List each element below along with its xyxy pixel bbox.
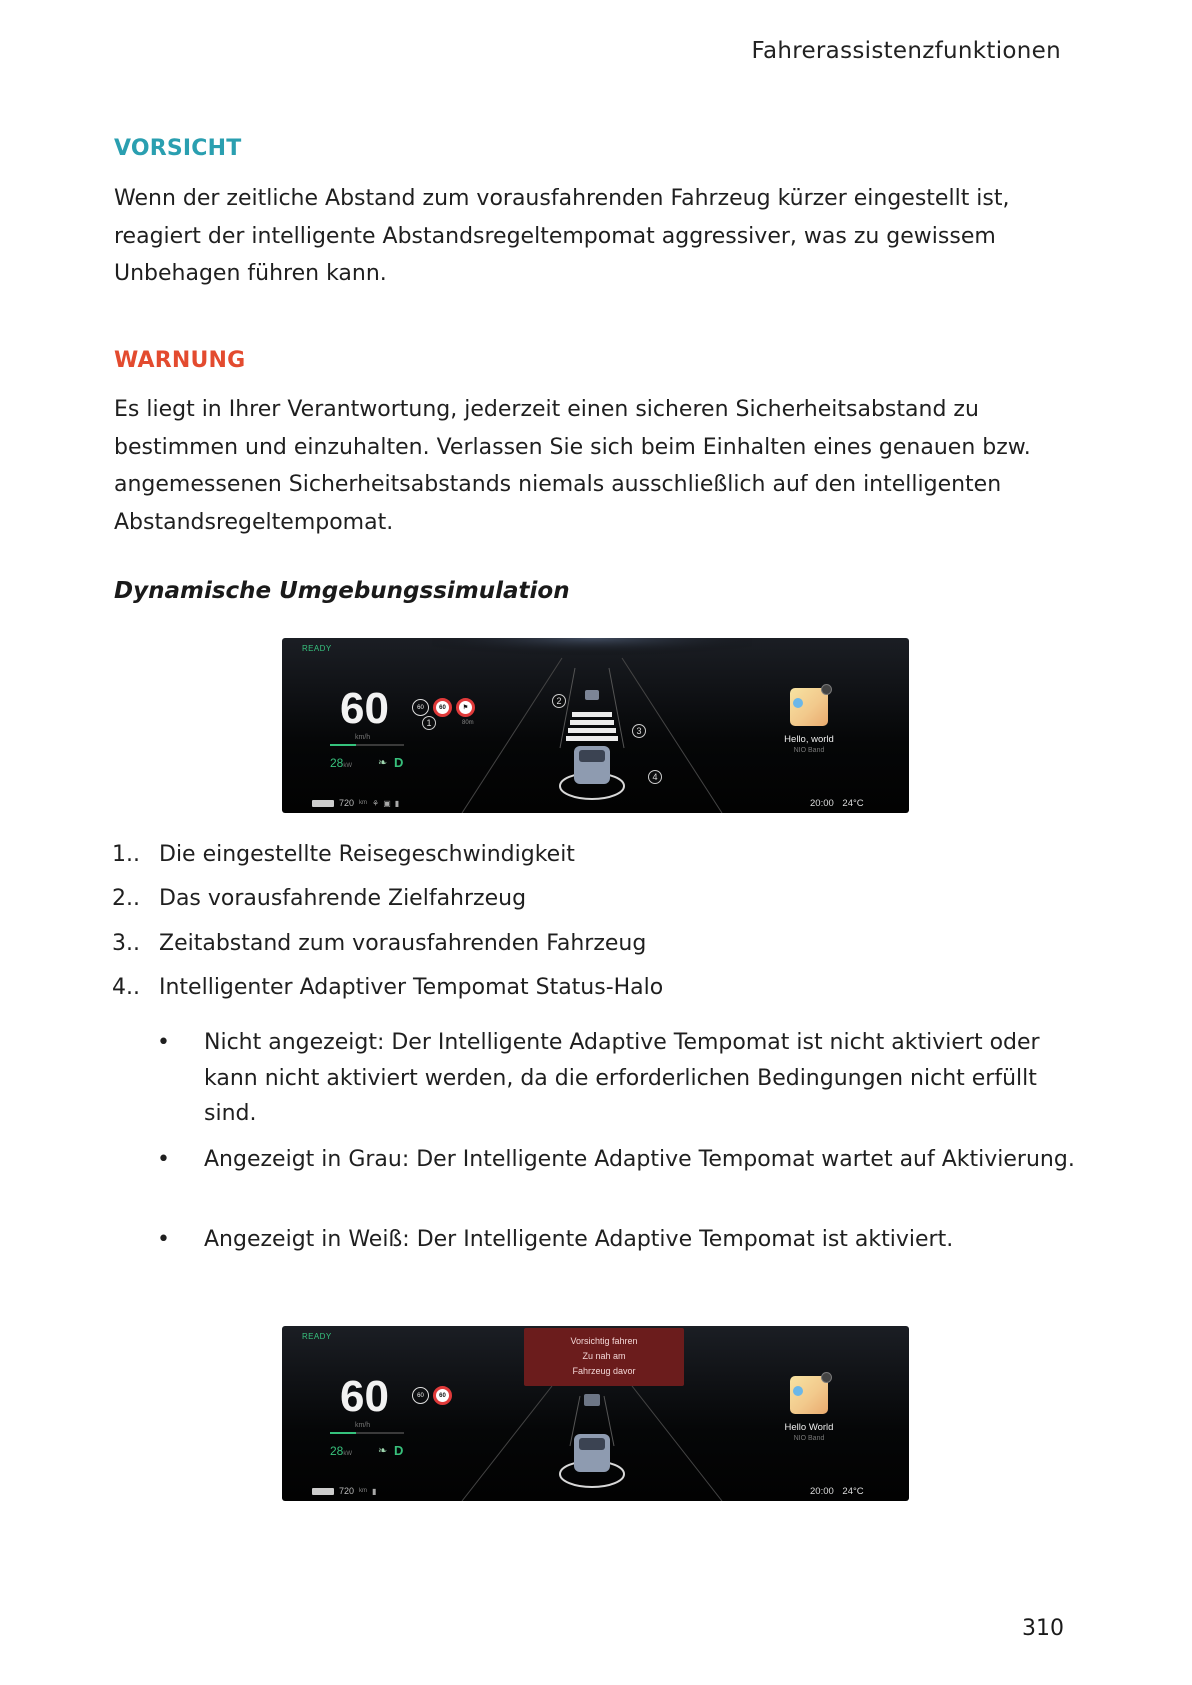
range-unit: km	[359, 800, 368, 806]
time-gap-bars	[566, 712, 618, 741]
list-number: 3..	[112, 931, 140, 956]
album-art	[790, 1376, 828, 1414]
distance-warning-banner	[524, 1328, 684, 1386]
gear-indicator: D	[394, 755, 404, 770]
speed-unit: km/h	[355, 734, 371, 741]
ready-indicator: READY	[302, 644, 332, 653]
range-readout	[312, 1486, 380, 1496]
lead-vehicle	[585, 690, 599, 700]
range-value: 720	[339, 798, 355, 808]
current-speed: 60	[340, 684, 389, 733]
range-unit: km	[359, 1488, 368, 1494]
list-number: 1..	[112, 842, 140, 867]
list-text: Das vorausfahrende Zielfahrzeug	[159, 886, 527, 911]
power-bar	[330, 1432, 404, 1434]
album-art	[790, 688, 828, 726]
traffic-sign-icon: ⚑	[456, 698, 475, 717]
alert-line-2: Zu nah am	[582, 1351, 626, 1361]
power-unit: kW	[343, 763, 353, 769]
outside-temp: 24°C	[842, 1486, 864, 1497]
bullet-text: Angezeigt in Weiß: Der Intelligente Adaptive Tempomat ist aktiviert.	[204, 1227, 954, 1252]
caution-title: VORSICHT	[114, 136, 242, 161]
running-header: Fahrerassistenzfunktionen	[751, 38, 1061, 64]
artist-name: NIO Band	[793, 1435, 825, 1442]
callout-3: 3	[632, 724, 646, 738]
sign-distance: 80m	[462, 720, 474, 726]
caution-text: Wenn der zeitliche Abstand zum vorausfahrenden Fahrzeug kürzer eingestellt ist, reagiert der intelligente Abstandsregeltempomat aggressiver, was zu gewissem Unbehagen führen kann.	[114, 186, 1010, 286]
range-readout	[312, 798, 403, 808]
status-icons: ▮	[372, 1486, 381, 1496]
power-unit: kW	[343, 1451, 353, 1457]
alert-line-1: Vorsichtig fahren	[570, 1336, 638, 1346]
road-simulation	[432, 638, 752, 813]
bullet-dot: •	[157, 1147, 170, 1172]
speed-unit: km/h	[355, 1422, 371, 1429]
battery-icon	[312, 800, 334, 807]
cruise-control-icon: 60	[412, 699, 429, 716]
speed-limit-sign: 60	[433, 698, 452, 717]
speed-limit-sign: 60	[433, 1386, 452, 1405]
eco-leaf-icon: ❧	[378, 757, 388, 769]
power-value: 28	[330, 1444, 344, 1458]
song-title: Hello, world	[784, 734, 834, 745]
song-title: Hello World	[784, 1422, 834, 1433]
list-number: 4..	[112, 975, 140, 1000]
list-text: Die eingestellte Reisegeschwindigkeit	[159, 842, 575, 867]
callout-2: 2	[552, 694, 566, 708]
outside-temp: 24°C	[842, 798, 864, 809]
cluster-screenshot-adaptive-cruise	[282, 638, 909, 813]
power-bar	[330, 744, 404, 746]
clock-time: 20:00	[810, 1486, 834, 1497]
cruise-control-icon: 60	[412, 1387, 429, 1404]
power-readout	[330, 1444, 352, 1458]
page-number: 310	[1022, 1616, 1064, 1641]
power-value: 28	[330, 756, 344, 770]
bullet-dot: •	[157, 1227, 170, 1252]
warning-text: Es liegt in Ihrer Verantwortung, jederzeit einen sicheren Sicherheitsabstand zu bestimmen und einzuhalten. Verlassen Sie sich beim Einhalten eines genauen bzw. angemessenen Sicherheitsabstands niemals ausschließlich auf den intelligenten Abstandsregeltempomat.	[114, 397, 1031, 535]
list-number: 2..	[112, 886, 140, 911]
cluster-screenshot-distance-warning	[282, 1326, 909, 1501]
time-temp	[810, 1486, 864, 1497]
bullet-dot: •	[157, 1030, 170, 1055]
artist-name: NIO Band	[793, 747, 825, 754]
clock-time: 20:00	[810, 798, 834, 809]
ready-indicator: READY	[302, 1332, 332, 1341]
status-icons: ⚘▣▮	[372, 798, 404, 808]
range-value: 720	[339, 1486, 355, 1496]
section-subheading: Dynamische Umgebungssimulation	[114, 578, 570, 604]
list-text: Intelligenter Adaptiver Tempomat Status-Halo	[159, 975, 664, 1000]
warning-title: WARNUNG	[114, 348, 246, 373]
callout-1: 1	[422, 716, 436, 730]
list-text: Zeitabstand zum vorausfahrenden Fahrzeug	[159, 931, 647, 956]
current-speed: 60	[340, 1372, 389, 1421]
eco-leaf-icon: ❧	[378, 1445, 388, 1457]
lead-vehicle	[584, 1394, 600, 1406]
battery-icon	[312, 1488, 334, 1495]
power-readout	[330, 756, 352, 770]
alert-line-3: Fahrzeug davor	[572, 1366, 636, 1376]
bullet-text: Angezeigt in Grau: Der Intelligente Adaptive Tempomat wartet auf Aktivierung.	[204, 1147, 1075, 1172]
callout-4: 4	[648, 770, 662, 784]
time-temp	[810, 798, 864, 809]
gear-indicator: D	[394, 1443, 404, 1458]
bullet-text: Nicht angezeigt: Der Intelligente Adaptive Tempomat ist nicht aktiviert oder kann nicht aktiviert werden, da die erforderlichen Bedingungen nicht erfüllt sind.	[204, 1030, 1040, 1126]
